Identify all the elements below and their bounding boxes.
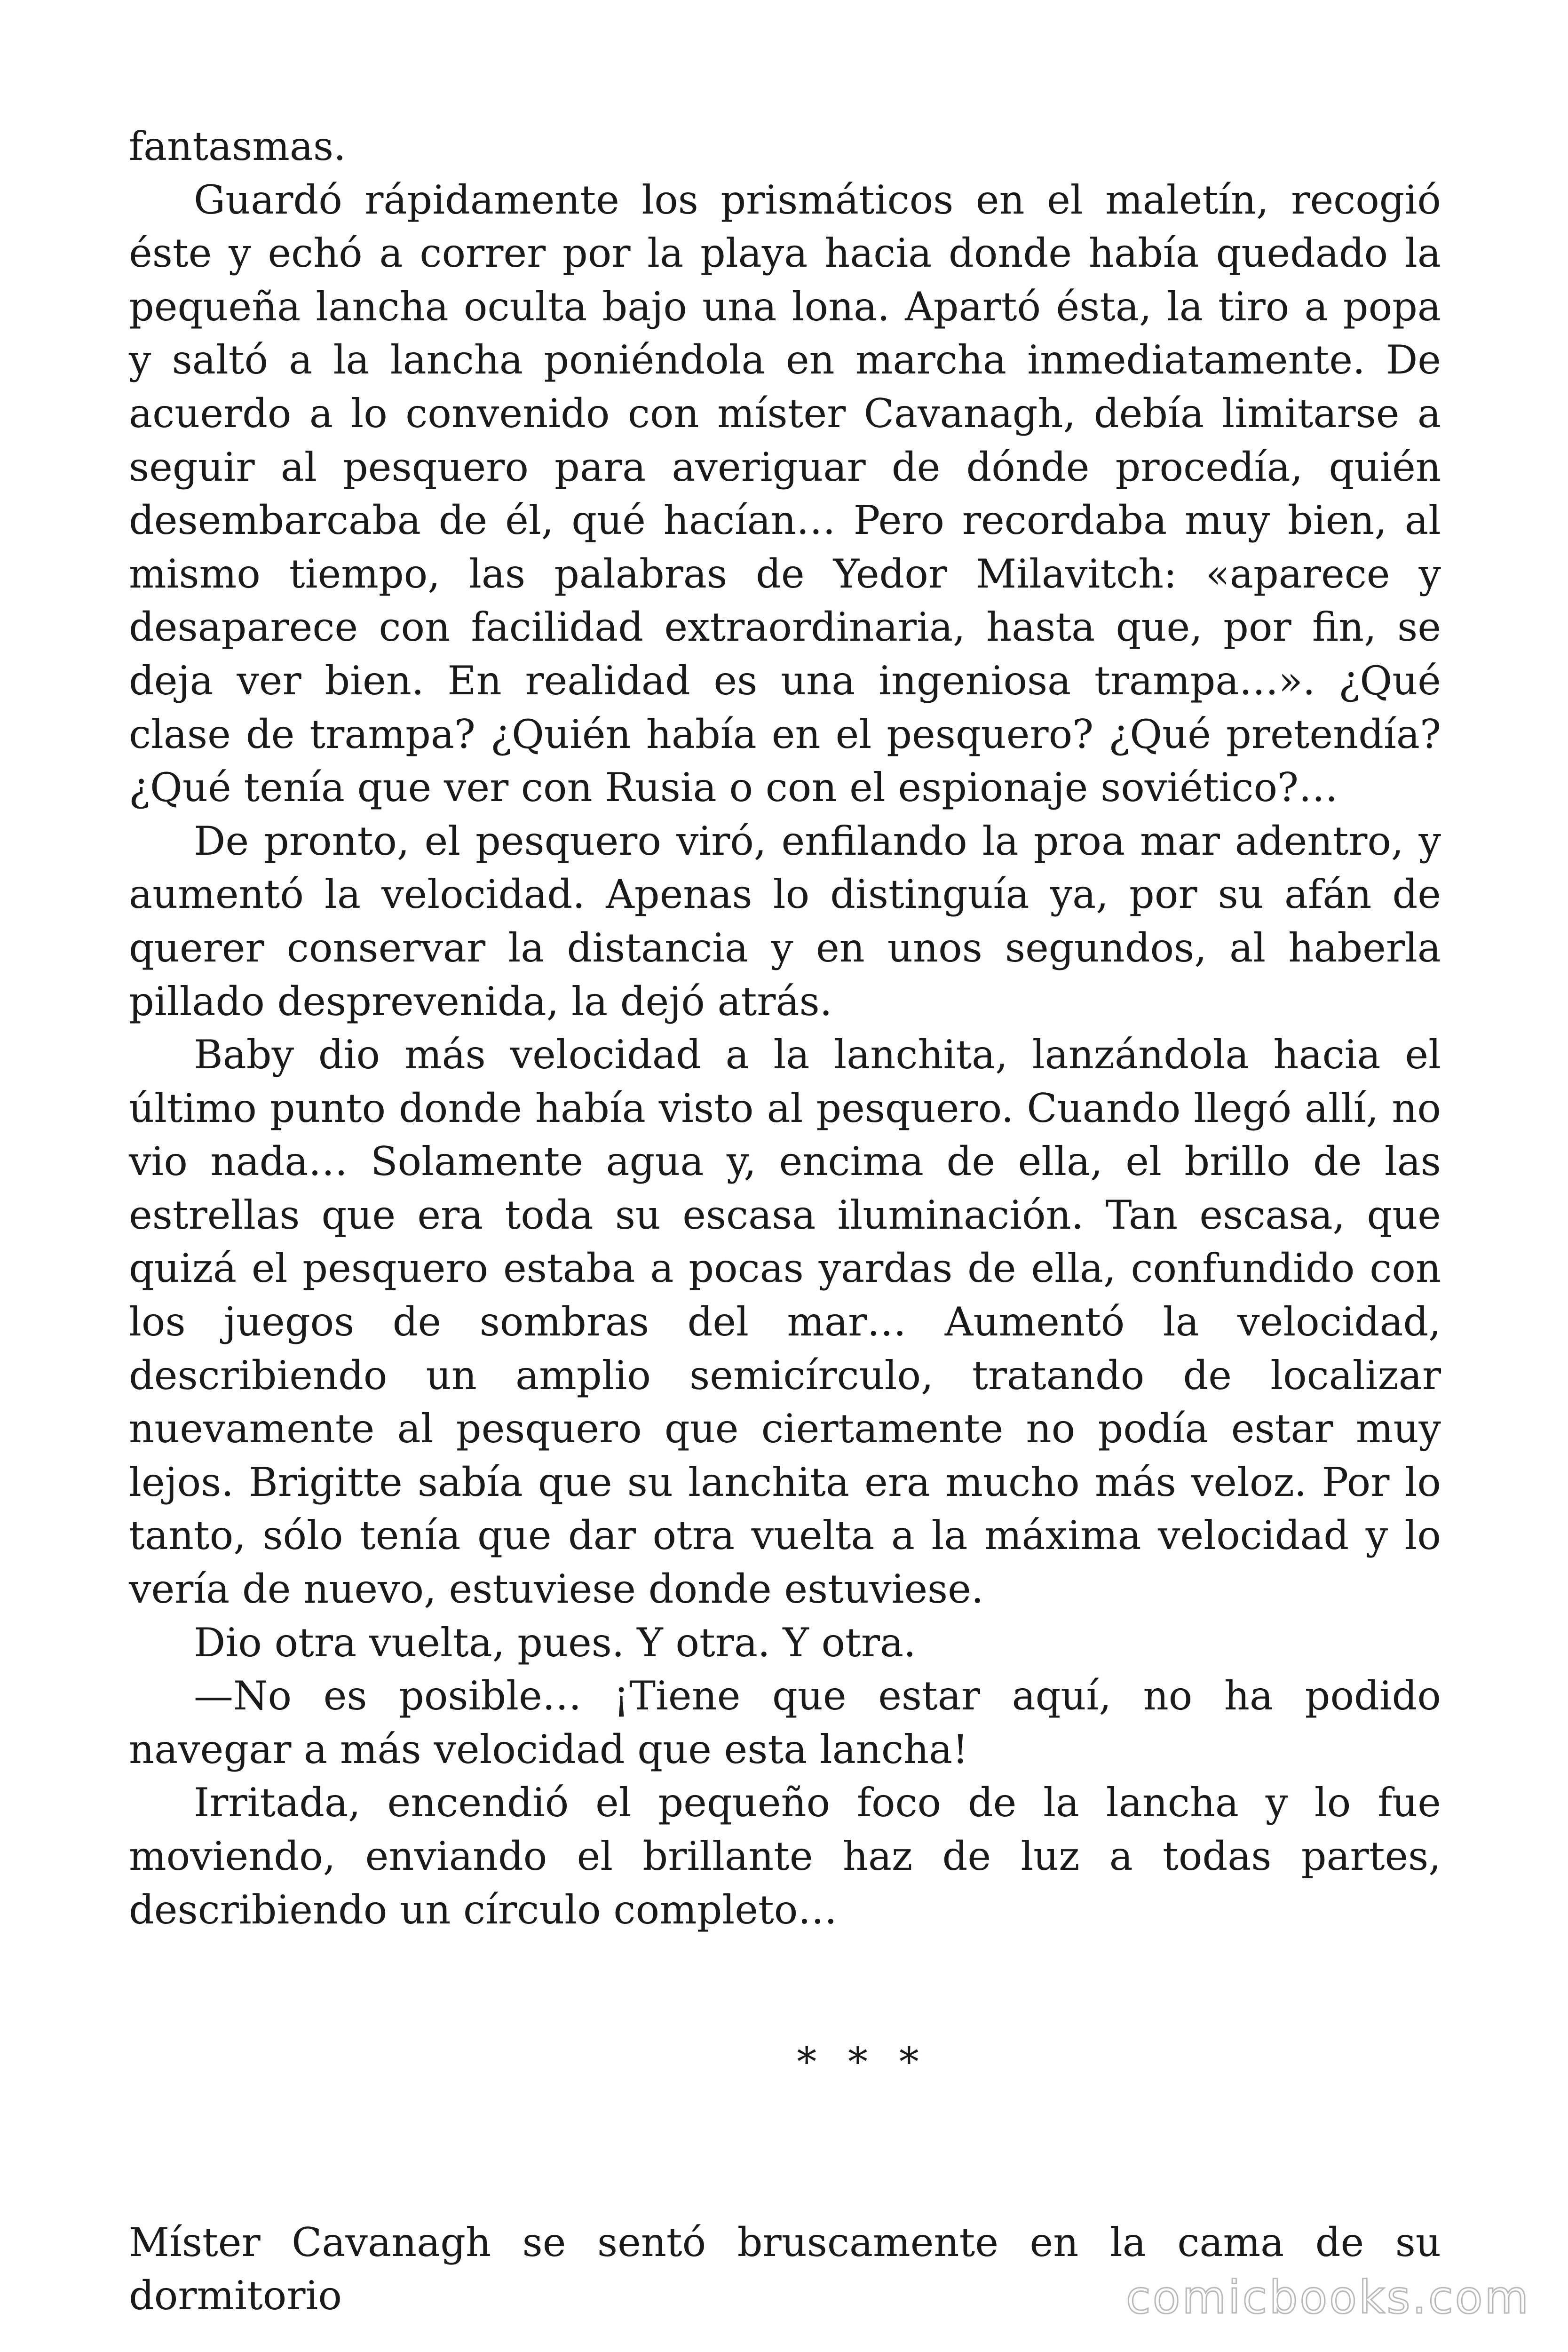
paragraph: Baby dio más velocidad a la lanchita, lanzándola hacia el último punto donde había visto al pesquero. Cuando llegó allí, no vio nada… Solamente agua y, encima de ella, el brillo de las estrellas que era toda su escasa iluminación. Tan escasa, que quizá el pesquero estaba a pocas yardas de ella, confundido con los juegos de sombras del mar… Aumentó la velocidad, describiendo un amplio semicírculo, tratando de localizar nuevamente al pesquero que ciertamente no podía estar muy lejos. Brigitte sabía que su lanchita era mucho más veloz. Por lo tanto, sólo tenía que dar otra vuelta a la máxima velocidad y lo vería de nuevo, estuviese donde estuviese. xyxy=(129,1032,1441,1613)
paragraph: Guardó rápidamente los prismáticos en el maletín, recogió éste y echó a correr por la playa hacia donde había quedado la pequeña lancha oculta bajo una lona. Apartó ésta, la tiro a popa y saltó a la lancha poniéndola en marcha inmediatamente. De acuerdo a lo convenido con míster Cavanagh, debía limitarse a seguir al pesquero para averiguar de dónde procedía, quién desembarcaba de él, qué hacían… Pero recordaba muy bien, al mismo tiempo, las palabras de Yedor Milavitch: «aparece y desaparece con facilidad extraordinaria, hasta que, por fin, se deja ver bien. En realidad es una ingeniosa trampa…». ¿Qué clase de trampa? ¿Quién había en el pesquero? ¿Qué pretendía? ¿Qué tenía que ver con Rusia o con el espionaje soviético?… xyxy=(129,176,1441,811)
paragraph: fantasmas. xyxy=(129,123,346,169)
watermark-logo: comicbooks.com xyxy=(1125,2271,1530,2324)
paragraph: De pronto, el pesquero viró, enfilando la proa mar adentro, y aumentó la velocidad. Apenas lo distinguía ya, por su afán de querer conservar la distancia y en unos segundos, al haberla pillado desprevenida, la dejó atrás. xyxy=(129,818,1441,1025)
section-separator: * * * xyxy=(797,2039,928,2085)
paragraph: Irritada, encendió el pequeño foco de la lancha y lo fue moviendo, enviando el brillante haz de luz a todas partes, describiendo un círculo completo… xyxy=(129,1780,1441,1933)
paragraph: Míster Cavanagh se sentó bruscamente en la cama de su dormitorio xyxy=(129,2219,1441,2319)
paragraph: —No es posible… ¡Tiene que estar aquí, no ha podido navegar a más velocidad que esta lancha! xyxy=(129,1673,1441,1772)
page-body xyxy=(129,120,1441,2323)
paragraph: Dio otra vuelta, pues. Y otra. Y otra. xyxy=(194,1619,916,1666)
